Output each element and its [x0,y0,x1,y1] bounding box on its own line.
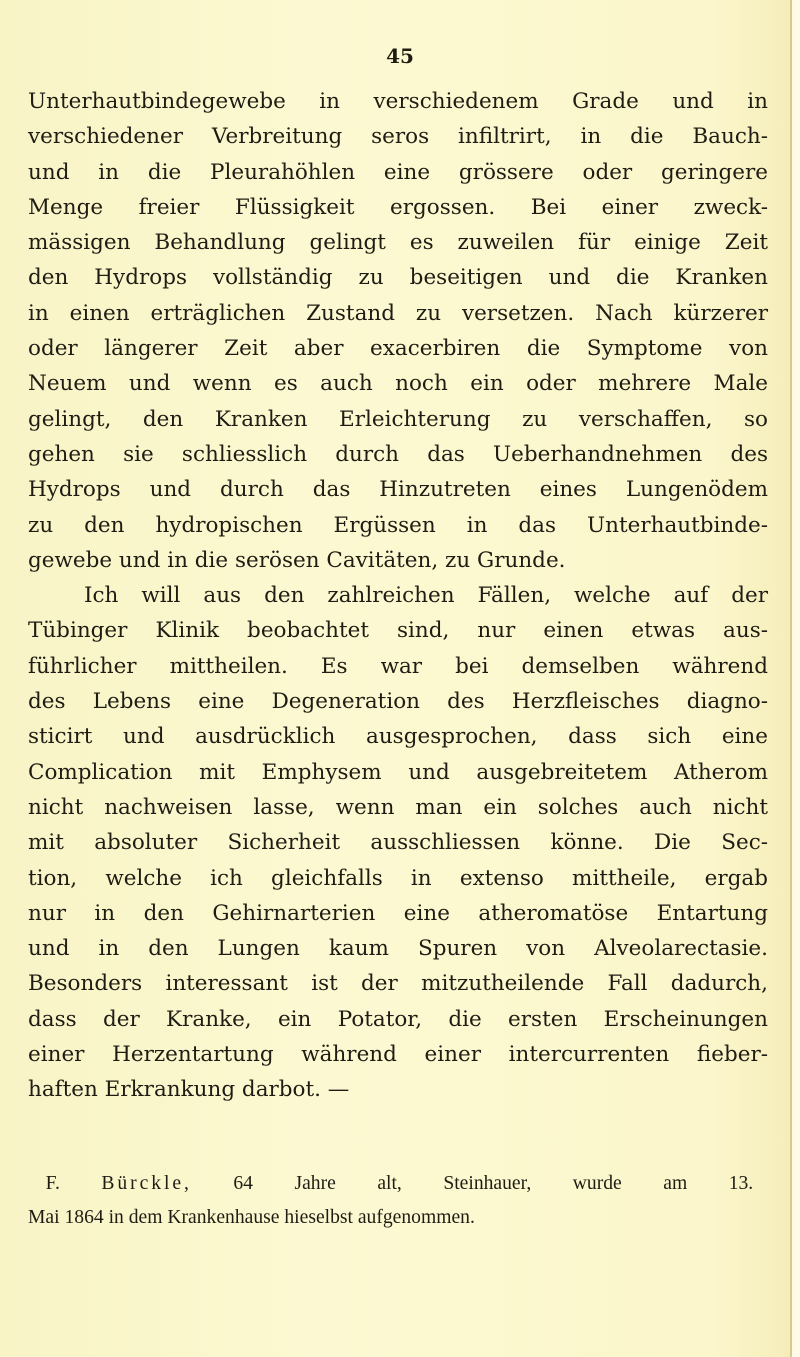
text-line: Unterhautbindegewebe in verschiedenem Grade und in [28,89,768,114]
text-line: nur in den Gehirnarterien eine atheromatöse Entartung [28,900,768,926]
page-margin-outside [792,0,800,1357]
text-line: Menge freier Flüssigkeit ergossen. Bei einer zweck- [28,194,768,220]
text-line: zu den hydropischen Ergüssen in das Unterhautbinde- [28,512,768,538]
text-line: tion, welche ich gleichfalls in extenso mittheile, ergab [28,865,768,891]
text-line: in einen erträglichen Zustand zu versetzen. Nach kürzerer [28,300,768,326]
patient-initial: F. [45,1172,60,1194]
case-record [28,1166,768,1234]
text-line: Hydrops und durch das Hinzutreten eines Lungenödem [28,477,768,503]
text-line: haften Erkrankung darbot. — [28,1077,350,1103]
text-line: den Hydrops vollständig zu beseitigen und die Kranken [28,265,768,291]
text-line: gelingt, den Kranken Erleichterung zu verschaffen, so [28,406,768,432]
text-line: und in die Pleurahöhlen eine grössere oder geringere [28,159,768,185]
text-line: mit absoluter Sicherheit ausschliessen könne. Die Sec- [28,830,768,856]
text-line: und in den Lungen kaum Spuren von Alveolarectasie. [28,936,768,962]
text-line: führlicher mittheilen. Es war bei demselben während [28,653,768,679]
text-line: nicht nachweisen lasse, wenn man ein solches auch nicht [28,794,768,820]
text-line: Besonders interessant ist der mitzutheilende Fall dadurch, [28,971,768,997]
text-line: dass der Kranke, ein Potator, die ersten Erscheinungen [28,1006,768,1032]
case-line [28,1166,753,1200]
text-line: oder längerer Zeit aber exacerbiren die Symptome von [28,336,768,362]
text-line: gehen sie schliesslich durch das Ueberhandnehmen des [28,441,768,467]
text-line: des Lebens eine Degeneration des Herzfleisches diagno- [28,689,768,715]
text-line: sticirt und ausdrücklich ausgesprochen, dass sich eine [28,724,768,750]
text-line: mässigen Behandlung gelingt es zuweilen für einige Zeit [28,230,768,256]
text-line: verschiedener Verbreitung seros infiltrirt, in die Bauch- [28,124,768,150]
text-line: gewebe und in die serösen Cavitäten, zu Grunde. [28,547,566,573]
patient-surname: Bürckle, [101,1172,192,1194]
text-line: Tübinger Klinik beobachtet sind, nur einen etwas aus- [28,618,768,644]
body-text [28,84,768,1108]
page-number: 45 [386,44,414,68]
paragraph-start-line: Ich will aus den zahlreichen Fällen, welche auf der [84,583,768,609]
text-line: einer Herzentartung während einer intercurrenten fieber- [28,1042,768,1068]
case-line: Mai 1864 in dem Krankenhause hieselbst aufgenommen. [28,1206,475,1228]
text-line: Complication mit Emphysem und ausgebreitetem Atherom [28,759,768,785]
text-line: Neuem und wenn es auch noch ein oder mehrere Male [28,371,768,397]
case-details: 64 Jahre alt, Steinhauer, wurde am 13. [233,1172,754,1194]
